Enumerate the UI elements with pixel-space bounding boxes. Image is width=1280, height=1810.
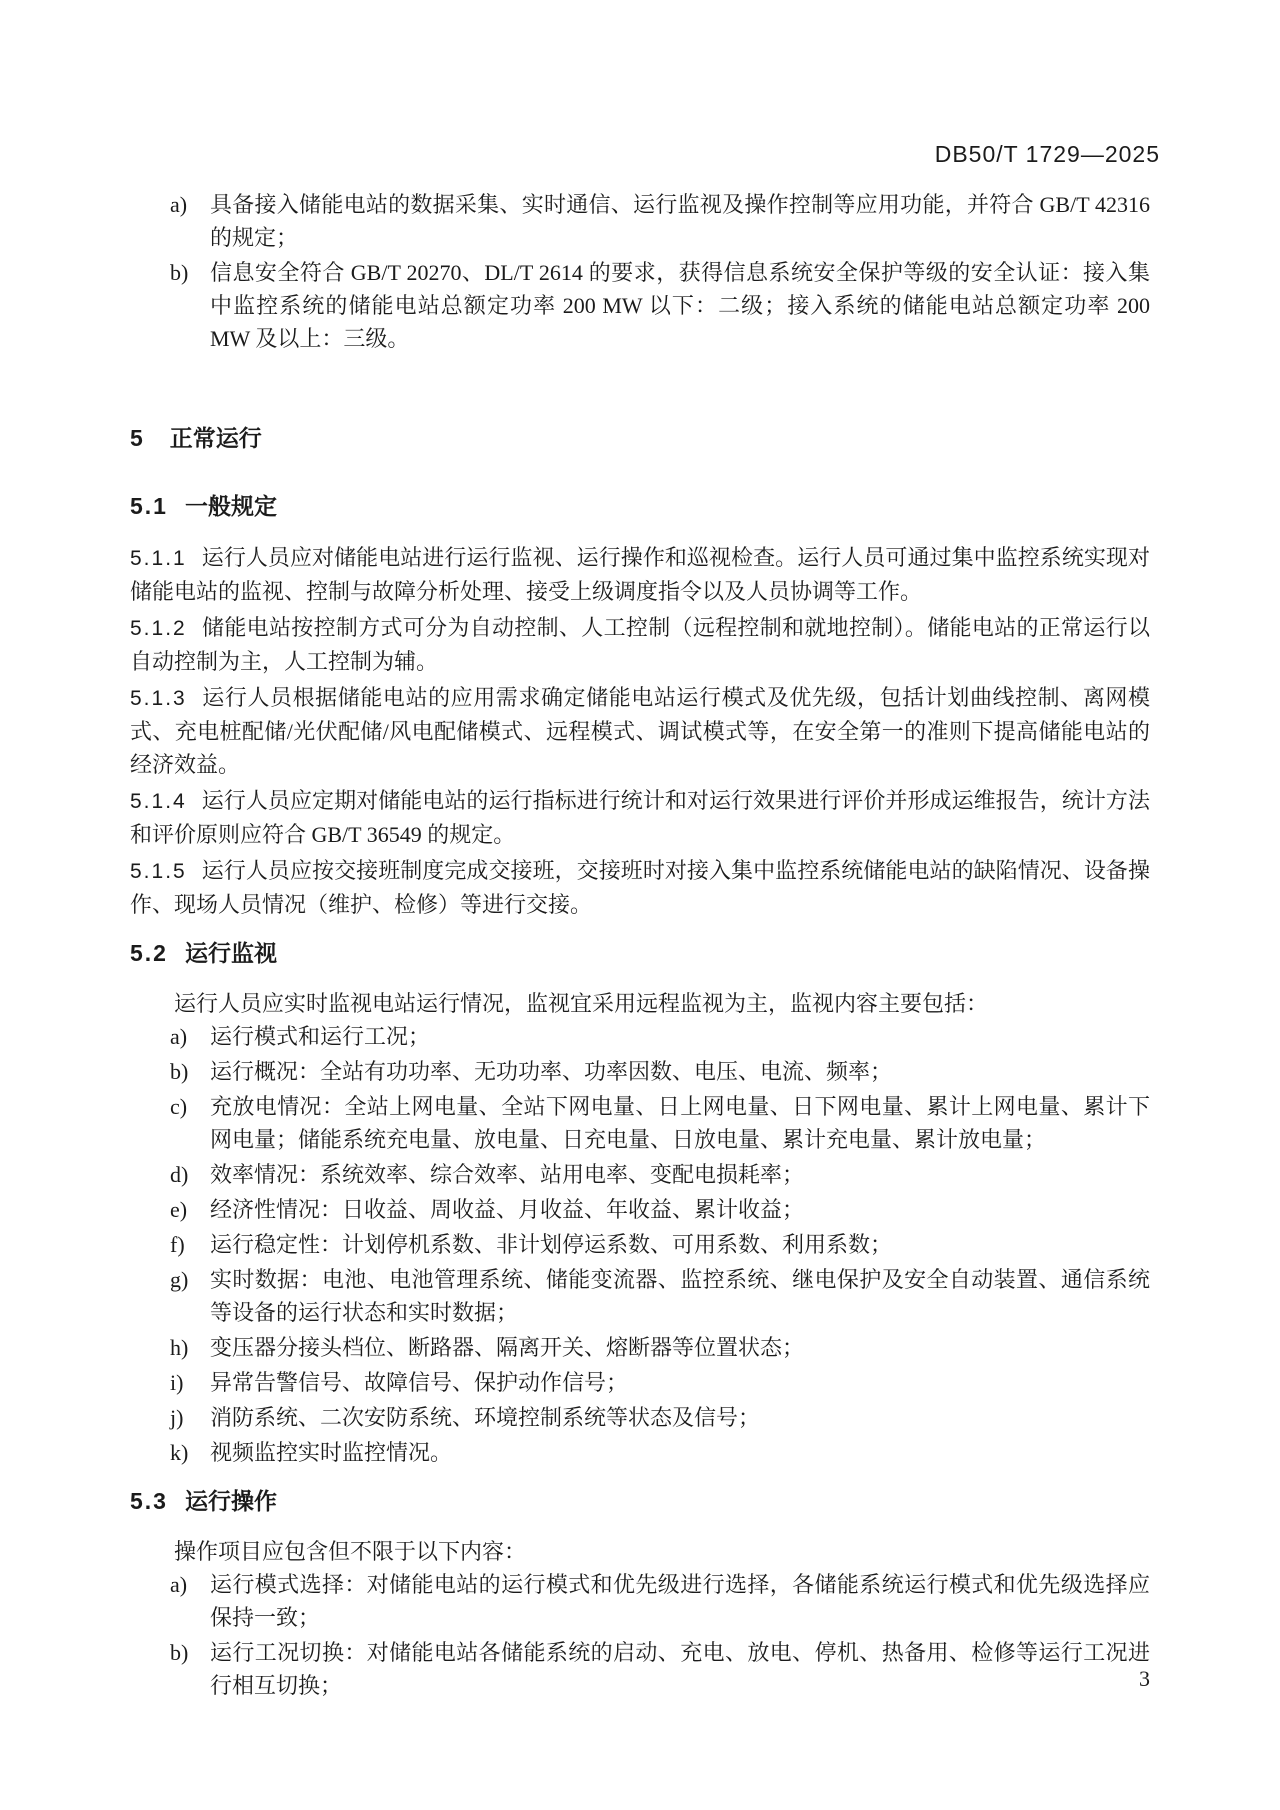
list-item-label: h) (170, 1335, 189, 1360)
list-item-label: a) (170, 1024, 188, 1049)
list-item (170, 1228, 1150, 1261)
clause-5-1-4 (130, 784, 1150, 851)
clause-number: 5.1.5 (130, 860, 187, 883)
clause-number: 5.1.2 (130, 617, 187, 640)
list-item-label: k) (170, 1440, 189, 1465)
clause-5-1-5 (130, 854, 1150, 921)
list-item-label: i) (170, 1370, 184, 1395)
list-item-label: e) (170, 1197, 188, 1222)
list-item (170, 1331, 1150, 1364)
list-item-text: 信息安全符合 GB/T 20270、DL/T 2614 的要求，获得信息系统安全保护等级的安全认证：接入集中监控系统的储能电站总额定功率 200 MW 以下：二级；接入系统的储能电站总额定功率 200 MW 及以上：三级。 (210, 260, 1150, 351)
clause-text: 运行人员应按交接班制度完成交接班，交接班时对接入集中监控系统储能电站的缺陷情况、设备操作、现场人员情况（维护、检修）等进行交接。 (130, 858, 1150, 917)
list-item-label: j) (170, 1405, 184, 1430)
document-code: DB50/T 1729—2025 (934, 141, 1160, 167)
page-content (130, 188, 1150, 1702)
section-heading-5-1 (130, 490, 1150, 523)
section-number: 5.3 (130, 1488, 168, 1514)
list-item (170, 1401, 1150, 1434)
list-item-text: 运行模式选择：对储能电站的运行模式和优先级进行选择，各储能系统运行模式和优先级选择应保持一致； (210, 1572, 1150, 1630)
clause-text: 储能电站按控制方式可分为自动控制、人工控制（远程控制和就地控制）。储能电站的正常运行以自动控制为主，人工控制为辅。 (130, 615, 1150, 674)
list-item-label: d) (170, 1162, 189, 1187)
list-item-text: 运行稳定性：计划停机系数、非计划停运系数、可用系数、利用系数； (210, 1232, 893, 1257)
operation-list (130, 1568, 1150, 1702)
clause-text: 运行人员应对储能电站进行运行监视、运行操作和巡视检查。运行人员可通过集中监控系统实现对储能电站的监视、控制与故障分析处理、接受上级调度指令以及人员协调等工作。 (130, 545, 1150, 604)
list-item (170, 1193, 1150, 1226)
list-item (170, 1020, 1150, 1053)
section-title: 运行监视 (184, 940, 277, 966)
list-item-text: 视频监控实时监控情况。 (210, 1440, 453, 1465)
clause-text: 运行人员应定期对储能电站的运行指标进行统计和对运行效果进行评价并形成运维报告，统计方法和评价原则应符合 GB/T 36549 的规定。 (130, 788, 1150, 847)
list-item-label: a) (170, 1572, 188, 1597)
section-number: 5.1 (130, 493, 168, 519)
section-number: 5.2 (130, 940, 168, 966)
list-item-label: a) (170, 192, 188, 217)
clause-5-1-2 (130, 611, 1150, 678)
list-item (170, 1090, 1150, 1156)
chapter-title: 正常运行 (169, 425, 262, 451)
list-item (170, 1636, 1150, 1702)
section-intro: 操作项目应包含但不限于以下内容： (174, 1539, 527, 1564)
list-item-text: 变压器分接头档位、断路器、隔离开关、熔断器等位置状态； (210, 1335, 805, 1360)
list-item-text: 运行概况：全站有功功率、无功功率、功率因数、电压、电流、频率； (210, 1059, 893, 1084)
section-heading-5-2 (130, 937, 1150, 970)
list-item-text: 异常告警信号、故障信号、保护动作信号； (210, 1370, 629, 1395)
section-heading-5-3 (130, 1485, 1150, 1518)
clause-number: 5.1.4 (130, 790, 187, 813)
list-item (170, 1055, 1150, 1088)
list-item-label: b) (170, 1059, 189, 1084)
list-item-text: 消防系统、二次安防系统、环境控制系统等状态及信号； (210, 1405, 761, 1430)
list-item (170, 1158, 1150, 1191)
list-item-text: 具备接入储能电站的数据采集、实时通信、运行监视及操作控制等应用功能，并符合 GB/T 42316 的规定； (210, 192, 1150, 250)
chapter-number: 5 (130, 425, 144, 451)
monitoring-list (130, 1020, 1150, 1469)
section-title: 运行操作 (184, 1488, 277, 1514)
list-item (170, 1436, 1150, 1469)
top-list (130, 188, 1150, 355)
clause-number: 5.1.3 (130, 687, 187, 710)
list-item-text: 经济性情况：日收益、周收益、月收益、年收益、累计收益； (210, 1197, 805, 1222)
list-item-label: g) (170, 1267, 189, 1292)
list-item-text: 运行模式和运行工况； (210, 1024, 431, 1049)
list-item-label: f) (170, 1232, 185, 1257)
list-item-label: c) (170, 1094, 188, 1119)
clause-number: 5.1.1 (130, 547, 187, 570)
list-item (170, 188, 1150, 254)
list-item-label: b) (170, 260, 189, 285)
list-item (170, 1568, 1150, 1634)
list-item (170, 1366, 1150, 1399)
list-item-label: b) (170, 1640, 189, 1665)
list-item (170, 256, 1150, 355)
section-intro: 运行人员应实时监视电站运行情况，监视宜采用远程监视为主，监视内容主要包括： (174, 991, 989, 1016)
page-number: 3 (1139, 1666, 1150, 1691)
list-item-text: 运行工况切换：对储能电站各储能系统的启动、充电、放电、停机、热备用、检修等运行工况进行相互切换； (210, 1640, 1150, 1698)
section-title: 一般规定 (184, 493, 277, 519)
list-item (170, 1263, 1150, 1329)
list-item-text: 效率情况：系统效率、综合效率、站用电率、变配电损耗率； (210, 1162, 805, 1187)
clause-5-1-1 (130, 541, 1150, 608)
clause-5-1-3 (130, 681, 1150, 781)
clause-text: 运行人员根据储能电站的应用需求确定储能电站运行模式及优先级，包括计划曲线控制、离网模式、充电桩配储/光伏配储/风电配储模式、远程模式、调试模式等，在安全第一的准则下提高储能电站的经济效益。 (130, 685, 1150, 777)
list-item-text: 充放电情况：全站上网电量、全站下网电量、日上网电量、日下网电量、累计上网电量、累计下网电量；储能系统充电量、放电量、日充电量、日放电量、累计充电量、累计放电量； (210, 1094, 1150, 1152)
chapter-heading (130, 422, 1150, 455)
list-item-text: 实时数据：电池、电池管理系统、储能变流器、监控系统、继电保护及安全自动装置、通信系统等设备的运行状态和实时数据； (210, 1267, 1150, 1325)
